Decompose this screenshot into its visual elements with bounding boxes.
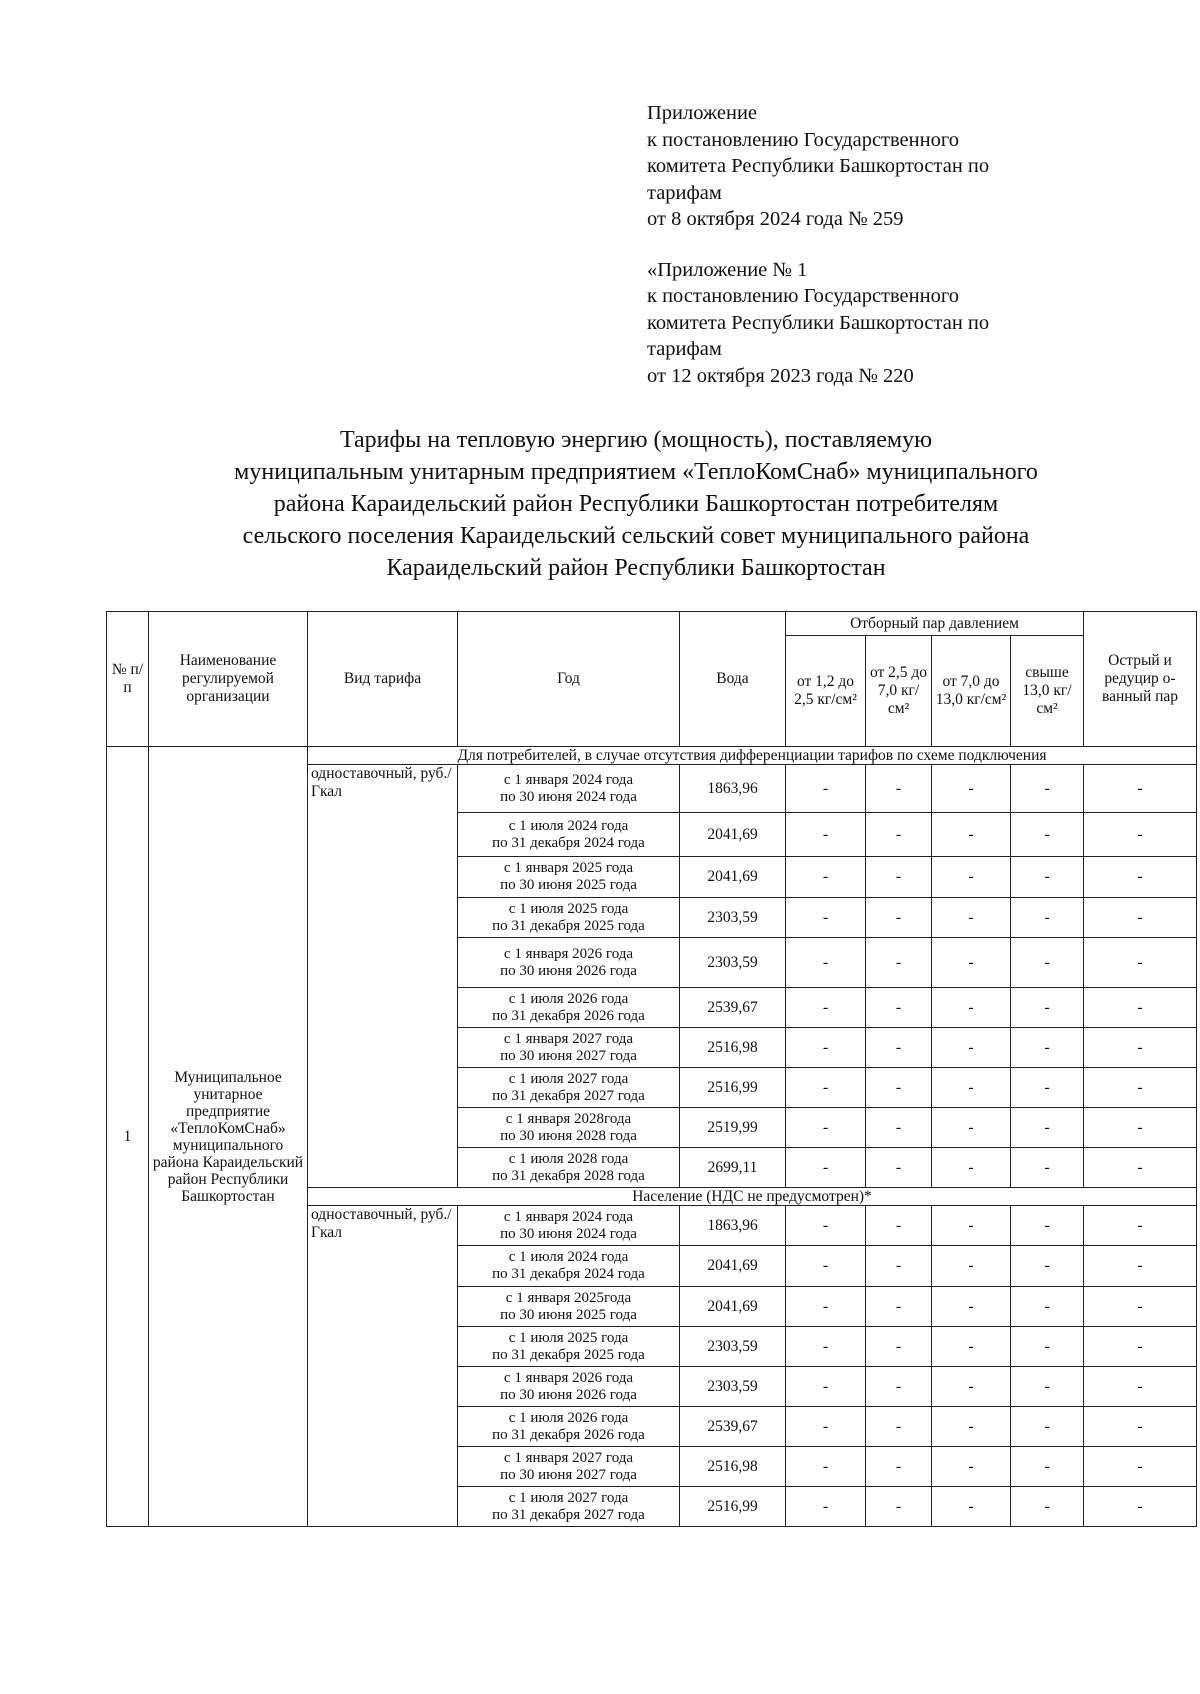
period-cell: [458, 1367, 680, 1407]
water-tariff: 2519,99: [680, 1108, 786, 1148]
empty-value: -: [1084, 813, 1197, 857]
water-tariff: 2041,69: [680, 1246, 786, 1287]
empty-value: -: [1084, 857, 1197, 898]
tariff-type: одноставочный, руб./Гкал: [308, 765, 458, 1188]
empty-value: -: [1084, 1287, 1197, 1327]
header-steam-2: от 2,5 до 7,0 кг/см²: [866, 636, 932, 747]
period-cell: [458, 898, 680, 938]
appendix-block-current: [647, 100, 989, 233]
title-line: сельского поселения Караидельский сельский совет муниципального района: [242, 523, 1030, 549]
empty-value: -: [932, 813, 1011, 857]
water-tariff: 2516,99: [680, 1068, 786, 1108]
appendix-line: «Приложение № 1: [647, 258, 808, 281]
period-end: по 30 июня 2025 года: [500, 1306, 637, 1323]
empty-value: -: [866, 765, 932, 813]
empty-value: -: [932, 988, 1011, 1028]
empty-value: -: [1084, 765, 1197, 813]
period-cell: [458, 1487, 680, 1527]
period-start: с 1 июля 2027 года: [508, 1070, 629, 1087]
empty-value: -: [866, 988, 932, 1028]
empty-value: -: [1011, 938, 1084, 988]
header-year: Год: [458, 612, 680, 747]
empty-value: -: [786, 765, 866, 813]
header-row: [107, 612, 1197, 636]
empty-value: -: [932, 1367, 1011, 1407]
empty-value: -: [932, 1108, 1011, 1148]
empty-value: -: [786, 898, 866, 938]
empty-value: -: [1084, 1108, 1197, 1148]
period-cell: [458, 1327, 680, 1367]
empty-value: -: [1084, 1487, 1197, 1527]
empty-value: -: [786, 938, 866, 988]
header-tariff-type: Вид тарифа: [308, 612, 458, 747]
empty-value: -: [932, 1327, 1011, 1367]
empty-value: -: [1084, 988, 1197, 1028]
title-line: Тарифы на тепловую энергию (мощность), поставляемую: [339, 427, 933, 453]
water-tariff: 1863,96: [680, 765, 786, 813]
water-tariff: 2699,11: [680, 1148, 786, 1188]
empty-value: -: [866, 857, 932, 898]
header-water: Вода: [680, 612, 786, 747]
appendix-line: к постановлению Государственного: [647, 285, 959, 307]
appendix-line: от 8 октября 2024 года № 259: [647, 208, 904, 230]
period-end: по 30 июня 2027 года: [500, 1047, 637, 1064]
period-start: с 1 января 2026 года: [503, 945, 634, 962]
empty-value: -: [866, 1367, 932, 1407]
empty-value: -: [866, 898, 932, 938]
water-tariff: 2041,69: [680, 813, 786, 857]
period-end: по 30 июня 2027 года: [500, 1466, 637, 1483]
empty-value: -: [786, 988, 866, 1028]
water-tariff: 2041,69: [680, 1287, 786, 1327]
empty-value: -: [1011, 988, 1084, 1028]
period-end: по 30 июня 2026 года: [500, 1386, 637, 1403]
period-end: по 31 декабря 2025 года: [492, 917, 645, 934]
empty-value: -: [1011, 1068, 1084, 1108]
appendix-line: от 12 октября 2023 года № 220: [647, 364, 914, 387]
appendix-line: Приложение: [647, 102, 758, 124]
period-cell: [458, 1148, 680, 1188]
empty-value: -: [786, 1028, 866, 1068]
period-end: по 30 июня 2024 года: [500, 788, 637, 805]
organization-name: Муниципальное унитарное предприятие «ТеплоКомСнаб» муниципального района Караидельский район Республики Башкортостан: [149, 747, 308, 1527]
period-cell: [458, 765, 680, 813]
empty-value: -: [1011, 1487, 1084, 1527]
empty-value: -: [786, 1287, 866, 1327]
period-end: по 31 декабря 2026 года: [492, 1426, 645, 1443]
period-start: с 1 января 2025 года: [503, 860, 634, 876]
period-end: по 31 декабря 2026 года: [492, 1007, 645, 1024]
title-line: района Караидельский район Республики Башкортостан потребителям: [273, 491, 999, 517]
empty-value: -: [1011, 1407, 1084, 1447]
period-cell: [458, 1287, 680, 1327]
empty-value: -: [866, 1407, 932, 1447]
period-start: с 1 января 2024 года: [503, 1208, 634, 1225]
empty-value: -: [1011, 765, 1084, 813]
water-tariff: 2303,59: [680, 1327, 786, 1367]
empty-value: -: [1084, 1246, 1197, 1287]
period-start: с 1 января 2028года: [505, 1110, 632, 1127]
period-end: по 31 декабря 2027 года: [492, 1087, 645, 1104]
water-tariff: 2516,98: [680, 1447, 786, 1487]
period-end: по 30 июня 2024 года: [500, 1225, 637, 1242]
empty-value: -: [786, 1206, 866, 1246]
empty-value: -: [1084, 938, 1197, 988]
empty-value: -: [786, 1407, 866, 1447]
empty-value: -: [866, 938, 932, 988]
period-start: с 1 июля 2024 года: [508, 817, 629, 834]
water-tariff: 2303,59: [680, 938, 786, 988]
empty-value: -: [1084, 1447, 1197, 1487]
water-tariff: 2041,69: [680, 857, 786, 898]
empty-value: -: [1084, 1148, 1197, 1188]
empty-value: -: [786, 1367, 866, 1407]
period-end: по 31 декабря 2025 года: [492, 1346, 645, 1363]
empty-value: -: [932, 1246, 1011, 1287]
period-end: по 31 декабря 2027 года: [492, 1506, 645, 1523]
empty-value: -: [866, 1028, 932, 1068]
empty-value: -: [1084, 1068, 1197, 1108]
empty-value: -: [1011, 1287, 1084, 1327]
header-steam-3: от 7,0 до 13,0 кг/см²: [932, 636, 1011, 747]
period-start: с 1 января 2024 года: [503, 771, 634, 788]
period-end: по 30 июня 2025 года: [500, 877, 637, 893]
empty-value: -: [786, 1246, 866, 1287]
empty-value: -: [866, 1108, 932, 1148]
empty-value: -: [932, 765, 1011, 813]
section-row: [107, 747, 1197, 765]
appendix-line: к постановлению Государственного: [647, 128, 959, 151]
empty-value: -: [1011, 1206, 1084, 1246]
empty-value: -: [866, 1246, 932, 1287]
period-end: по 31 декабря 2024 года: [492, 1266, 645, 1282]
period-start: с 1 июля 2027 года: [508, 1489, 629, 1506]
section-title: Для потребителей, в случае отсутствия дифференциации тарифов по схеме подключения: [308, 747, 1197, 765]
empty-value: -: [1084, 1028, 1197, 1068]
empty-value: -: [1084, 1206, 1197, 1246]
empty-value: -: [786, 857, 866, 898]
empty-value: -: [1011, 1028, 1084, 1068]
period-cell: [458, 1028, 680, 1068]
period-start: с 1 января 2027 года: [503, 1030, 634, 1047]
empty-value: -: [866, 1148, 932, 1188]
empty-value: -: [786, 1447, 866, 1487]
period-cell: [458, 1407, 680, 1447]
header-steam-1: от 1,2 до 2,5 кг/см²: [786, 636, 866, 747]
period-end: по 31 декабря 2028 года: [492, 1167, 645, 1184]
empty-value: -: [786, 1108, 866, 1148]
period-end: по 31 декабря 2024 года: [492, 834, 645, 851]
empty-value: -: [932, 1487, 1011, 1527]
period-start: с 1 июля 2026 года: [508, 1409, 629, 1426]
empty-value: -: [1084, 1327, 1197, 1367]
empty-value: -: [866, 1327, 932, 1367]
period-cell: [458, 813, 680, 857]
empty-value: -: [1084, 898, 1197, 938]
empty-value: -: [932, 1148, 1011, 1188]
empty-value: -: [866, 1487, 932, 1527]
empty-value: -: [932, 898, 1011, 938]
period-end: по 30 июня 2026 года: [500, 962, 637, 979]
empty-value: -: [786, 1327, 866, 1367]
empty-value: -: [866, 1447, 932, 1487]
empty-value: -: [786, 1148, 866, 1188]
empty-value: -: [1011, 1327, 1084, 1367]
document-title: [80, 424, 1192, 584]
header-sharp-steam: Острый и редуцир о-ванный пар: [1084, 612, 1197, 747]
water-tariff: 2303,59: [680, 898, 786, 938]
empty-value: -: [1011, 1447, 1084, 1487]
period-start: с 1 июля 2024 года: [508, 1249, 629, 1265]
empty-value: -: [932, 938, 1011, 988]
empty-value: -: [932, 1068, 1011, 1108]
period-start: с 1 июля 2025 года: [508, 900, 629, 917]
row-number: 1: [107, 747, 149, 1527]
period-cell: [458, 1108, 680, 1148]
title-line: муниципальным унитарным предприятием «ТеплоКомСнаб» муниципального: [234, 459, 1038, 485]
water-tariff: 2539,67: [680, 1407, 786, 1447]
empty-value: -: [1084, 1367, 1197, 1407]
empty-value: -: [932, 1206, 1011, 1246]
empty-value: -: [786, 813, 866, 857]
section-title: Население (НДС не предусмотрен)*: [308, 1188, 1197, 1206]
empty-value: -: [1011, 1108, 1084, 1148]
empty-value: -: [1011, 1367, 1084, 1407]
water-tariff: 2516,99: [680, 1487, 786, 1527]
header-steam-4: свыше 13,0 кг/см²: [1011, 636, 1084, 747]
empty-value: -: [1011, 1148, 1084, 1188]
period-start: с 1 июля 2026 года: [508, 990, 629, 1007]
empty-value: -: [1011, 1246, 1084, 1287]
empty-value: -: [932, 1028, 1011, 1068]
water-tariff: 2303,59: [680, 1367, 786, 1407]
period-start: с 1 июля 2025 года: [508, 1329, 629, 1346]
empty-value: -: [866, 1206, 932, 1246]
tariff-type: одноставочный, руб./Гкал: [308, 1206, 458, 1527]
empty-value: -: [932, 1407, 1011, 1447]
period-cell: [458, 988, 680, 1028]
header-organization: Наименование регулируемой организации: [149, 612, 308, 747]
empty-value: -: [866, 1287, 932, 1327]
title-line: Караидельский район Республики Башкортостан: [386, 555, 886, 581]
period-start: с 1 января 2026 года: [503, 1369, 634, 1386]
empty-value: -: [866, 813, 932, 857]
water-tariff: 2516,98: [680, 1028, 786, 1068]
period-end: по 30 июня 2028 года: [500, 1127, 637, 1144]
empty-value: -: [1011, 813, 1084, 857]
empty-value: -: [786, 1068, 866, 1108]
period-cell: [458, 857, 680, 898]
header-steam-group: Отборный пар давлением: [786, 612, 1084, 636]
water-tariff: 2539,67: [680, 988, 786, 1028]
period-cell: [458, 1447, 680, 1487]
period-cell: [458, 1246, 680, 1287]
appendix-line: тарифам: [647, 181, 722, 204]
period-cell: [458, 1206, 680, 1246]
appendix-block-original: [647, 257, 989, 390]
tariffs-table: [106, 611, 1197, 1527]
empty-value: -: [932, 1287, 1011, 1327]
period-start: с 1 июля 2028 года: [508, 1150, 629, 1167]
empty-value: -: [932, 1447, 1011, 1487]
appendix-line: комитета Республики Башкортостан по: [647, 311, 990, 334]
header-num: № п/п: [107, 612, 149, 747]
empty-value: -: [1084, 1407, 1197, 1447]
empty-value: -: [1011, 898, 1084, 938]
appendix-line: тарифам: [647, 338, 722, 360]
period-start: с 1 января 2027 года: [503, 1449, 634, 1466]
empty-value: -: [866, 1068, 932, 1108]
appendix-line: комитета Республики Башкортостан по: [647, 155, 990, 177]
empty-value: -: [932, 857, 1011, 898]
appendix-header: [647, 100, 989, 389]
water-tariff: 1863,96: [680, 1206, 786, 1246]
period-start: с 1 января 2025года: [505, 1289, 632, 1306]
empty-value: -: [1011, 857, 1084, 898]
empty-value: -: [786, 1487, 866, 1527]
period-cell: [458, 938, 680, 988]
period-cell: [458, 1068, 680, 1108]
